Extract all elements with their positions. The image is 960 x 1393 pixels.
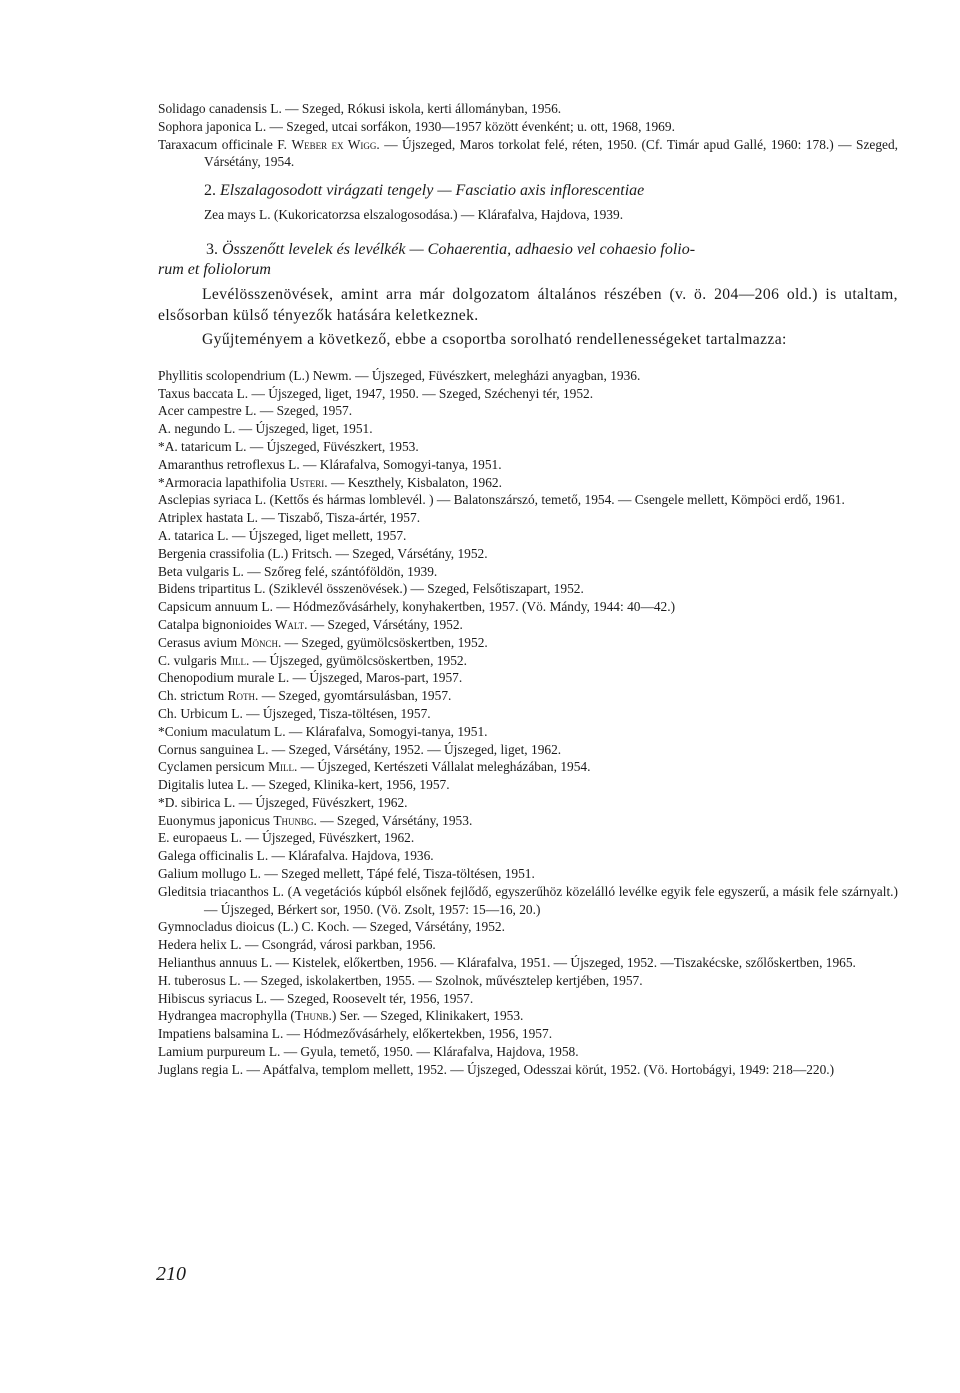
entry-text: Solidago canadensis L. — Szeged, Rókusi iskola, kerti állományban, 1956.	[158, 101, 562, 116]
list-item	[158, 669, 898, 687]
entry-text: Ch. Urbicum L. — Újszeged, Tisza-töltésen, 1957.	[158, 705, 431, 721]
entry-text: Gymnocladus dioicus (L.) C. Koch. — Szeged, Vársétány, 1952.	[158, 919, 505, 935]
entry-text: Hibiscus syriacus L. — Szeged, Roosevelt tér, 1956, 1957.	[158, 990, 474, 1006]
entry-text: Galega officinalis L. — Klárafalva. Hajdova, 1936.	[158, 848, 434, 864]
list-item	[158, 705, 898, 723]
list-item	[158, 509, 898, 527]
list-item	[158, 385, 898, 403]
document-page	[158, 100, 898, 1079]
list-item	[158, 598, 898, 616]
body-paragraph: Gyűjteményem a következő, ebbe a csoportba sorolható rendellenességeket tartalmazza:	[202, 331, 787, 349]
entry-text: A. tatarica L. — Újszeged, liget mellett, 1957.	[158, 527, 407, 543]
entry-text: *A. tataricum L. — Újszeged, Füvészkert, 1953.	[158, 438, 419, 454]
list-item	[204, 206, 898, 224]
list-item	[158, 420, 898, 438]
list-item	[158, 954, 898, 972]
entry-text: — Szeged, gyomtársulásban, 1957.	[258, 688, 452, 704]
list-item	[158, 616, 898, 634]
list-item	[158, 812, 898, 830]
entry-text: Sophora japonica L. — Szeged, utcai sorfákon, 1930—1957 között évenként; u. ott, 1968, 1969.	[158, 118, 675, 134]
entry-text: Juglans regia L. — Apátfalva, templom mellett, 1952. — Újszeged, Odesszai körút, 1952. (Vö. Hortobágyi, 1949: 218—220.)	[158, 1061, 835, 1077]
list-item	[158, 936, 898, 954]
list-item	[158, 634, 898, 652]
list-item	[158, 776, 898, 794]
author-name: Thunb.	[294, 1008, 332, 1024]
list-item	[158, 580, 898, 598]
author-name: Mill.	[268, 759, 298, 775]
entry-text: ) Ser. — Szeged, Klinikakert, 1953.	[331, 1008, 524, 1024]
list-item	[158, 1061, 898, 1079]
section-number: 2.	[204, 182, 216, 200]
entry-text: Lamium purpureum L. — Gyula, temető, 1950. — Klárafalva, Hajdova, 1958.	[158, 1044, 579, 1060]
entry-text: H. tuberosus L. — Szeged, iskolakertben, 1955. — Szolnok, művésztelep kertjében, 1957.	[158, 972, 643, 988]
entry-text: — Szeged, Vársétány, 1953.	[316, 812, 473, 828]
entry-text: Galium mollugo L. — Szeged mellett, Tápé felé, Tisza-töltésen, 1951.	[158, 866, 535, 882]
entry-text: C. vulgaris	[158, 652, 221, 668]
entry-text: — Szeged, Vársétány, 1952.	[307, 616, 463, 632]
entry-text: Ch. strictum	[158, 688, 228, 704]
list-item	[158, 367, 898, 385]
list-item	[158, 883, 898, 919]
entry-text: Bidens tripartitus L. (Sziklevél összenövések.) — Szeged, Felsőtiszapart, 1952.	[158, 581, 584, 597]
author-name: Usteri.	[289, 474, 328, 490]
author-name: Roth.	[227, 688, 259, 704]
entry-text: Helianthus annuus L. — Kistelek, előkertben, 1956. — Klárafalva, 1951. — Újszeged, 1952. —Tiszakécske, szőlőskertben, 1965.	[158, 955, 856, 971]
list-item	[158, 118, 898, 136]
entry-text: Bergenia crassifolia (L.) Fritsch. — Szeged, Vársétány, 1952.	[158, 545, 488, 561]
section-number: 3.	[206, 240, 218, 258]
list-item	[158, 918, 898, 936]
list-item	[158, 972, 898, 990]
list-item	[158, 456, 898, 474]
entry-text: A. negundo L. — Újszeged, liget, 1951.	[158, 421, 373, 437]
list-item	[158, 865, 898, 883]
entry-text: Impatiens balsamina L. — Hódmezővásárhely, előkertekben, 1956, 1957.	[158, 1026, 553, 1042]
entry-text: Atriplex hastata L. — Tiszabő, Tisza-ártér, 1957.	[158, 510, 421, 526]
entry-text: Phyllitis scolopendrium (L.) Newm. — Újszeged, Füvészkert, melegházi anyagban, 1936.	[158, 367, 641, 383]
entry-text: Hedera helix L. — Csongrád, városi parkban, 1956.	[158, 937, 436, 953]
page-number: 210	[156, 1263, 186, 1285]
entry-text: *Conium maculatum L. — Klárafalva, Somogyi-tanya, 1951.	[158, 723, 488, 739]
author-name: Thunbg.	[273, 812, 317, 828]
entry-text: — Újszeged, Kertészeti Vállalat melegházában, 1954.	[297, 759, 591, 775]
top-entry-list	[158, 100, 898, 171]
entry-text: — Újszeged, gyümölcsöskertben, 1952.	[249, 652, 467, 668]
entry-text: Amaranthus retroflexus L. — Klárafalva, Somogyi-tanya, 1951.	[158, 456, 502, 472]
entry-text: — Szeged, gyümölcsöskertben, 1952.	[281, 634, 488, 650]
entry-list	[158, 367, 898, 1079]
section-title-continued: rum et foliolorum	[158, 260, 271, 278]
list-item	[158, 829, 898, 847]
entry-text: Digitalis lutea L. — Szeged, Klinika-kert, 1956, 1957.	[158, 777, 450, 793]
list-item	[158, 491, 898, 509]
list-item	[158, 545, 898, 563]
list-item	[158, 100, 898, 118]
list-item	[158, 652, 898, 670]
entry-text: Taxus baccata L. — Újszeged, liget, 1947, 1950. — Szeged, Széchenyi tér, 1952.	[158, 385, 594, 401]
entry-text: Cerasus avium	[158, 634, 241, 650]
entry-text: Euonymus japonicus	[158, 812, 274, 828]
list-item	[158, 527, 898, 545]
list-item	[158, 794, 898, 812]
list-item	[158, 438, 898, 456]
list-item	[158, 563, 898, 581]
section-heading	[158, 240, 898, 280]
entry-text: Taraxacum officinale F.	[158, 136, 292, 152]
section-heading	[158, 181, 898, 201]
entry-text: Cornus sanguinea L. — Szeged, Vársétány, 1952. — Újszeged, liget, 1962.	[158, 741, 562, 757]
entry-text: — Újszeged, Maros torkolat felé, réten, 1950. (Cf. Timár apud Gallé, 1960: 178.) — Szeged, Vársétány, 1954.	[204, 136, 899, 170]
list-item	[158, 402, 898, 420]
list-item	[158, 1043, 898, 1061]
entry-text: *D. sibirica L. — Újszeged, Füvészkert, 1962.	[158, 794, 408, 810]
entry-text: Chenopodium murale L. — Újszeged, Maros-part, 1957.	[158, 670, 463, 686]
list-item	[158, 1007, 898, 1025]
author-name: Mönch.	[240, 634, 282, 650]
entry-text: E. europaeus L. — Újszeged, Füvészkert, 1962.	[158, 830, 415, 846]
list-item	[158, 741, 898, 759]
entry-text: Acer campestre L. — Szeged, 1957.	[158, 403, 353, 419]
entry-text: Catalpa bignonioides	[158, 616, 275, 632]
list-item	[158, 687, 898, 705]
body-paragraph: Levélösszenövések, amint arra már dolgozatom általános részében (v. ö. 204—206 old.) is utaltam, elsősorban külső tényezők hatására keletkeznek.	[158, 285, 898, 324]
list-item	[158, 847, 898, 865]
entry-text: Hydrangea macrophylla (	[158, 1008, 295, 1024]
entry-text: Asclepias syriaca L. (Kettős és hármas lomblevél. ) — Balatonszárszó, temető, 1954. — Csengele mellett, Kömpöci erdő, 1961.	[158, 492, 845, 508]
section-title: Elszalagosodott virágzati tengely — Fasciatio axis inflorescentiae	[220, 182, 645, 200]
list-item	[158, 1025, 898, 1043]
author-name: Weber ex Wigg.	[291, 136, 380, 152]
author-name: Walt.	[274, 616, 308, 632]
list-item	[158, 990, 898, 1008]
entry-text: Gleditsia triacanthos L. (A vegetációs kúpból elsőnek fejlődő, egyszerűhöz közelálló levélke egyik fele egyszerű, a másik fele szárnyalt.) — Újszeged, Bérkert sor, 1950. (Vö. Zsolt, 1957: 15—16, 20.)	[158, 883, 898, 917]
list-item	[158, 758, 898, 776]
entry-text: Zea mays L. (Kukoricatorzsa elszalogosodása.) — Klárafalva, Hajdova, 1939.	[204, 207, 624, 223]
entry-text: Capsicum annuum L. — Hódmezővásárhely, konyhakertben, 1957. (Vö. Mándy, 1944: 40—42.)	[158, 599, 676, 615]
entry-text: *Armoracia lapathifolia	[158, 474, 290, 490]
list-item	[158, 136, 898, 172]
entry-text: Beta vulgaris L. — Szőreg felé, szántóföldön, 1939.	[158, 563, 438, 579]
list-item	[158, 474, 898, 492]
author-name: Mill.	[220, 652, 250, 668]
entry-text: — Keszthely, Kisbalaton, 1962.	[327, 474, 502, 490]
section-title: Összenőtt levelek és levélkék — Cohaerentia, adhaesio vel cohaesio folio-	[222, 240, 696, 258]
list-item	[158, 723, 898, 741]
entry-text: Cyclamen persicum	[158, 759, 269, 775]
